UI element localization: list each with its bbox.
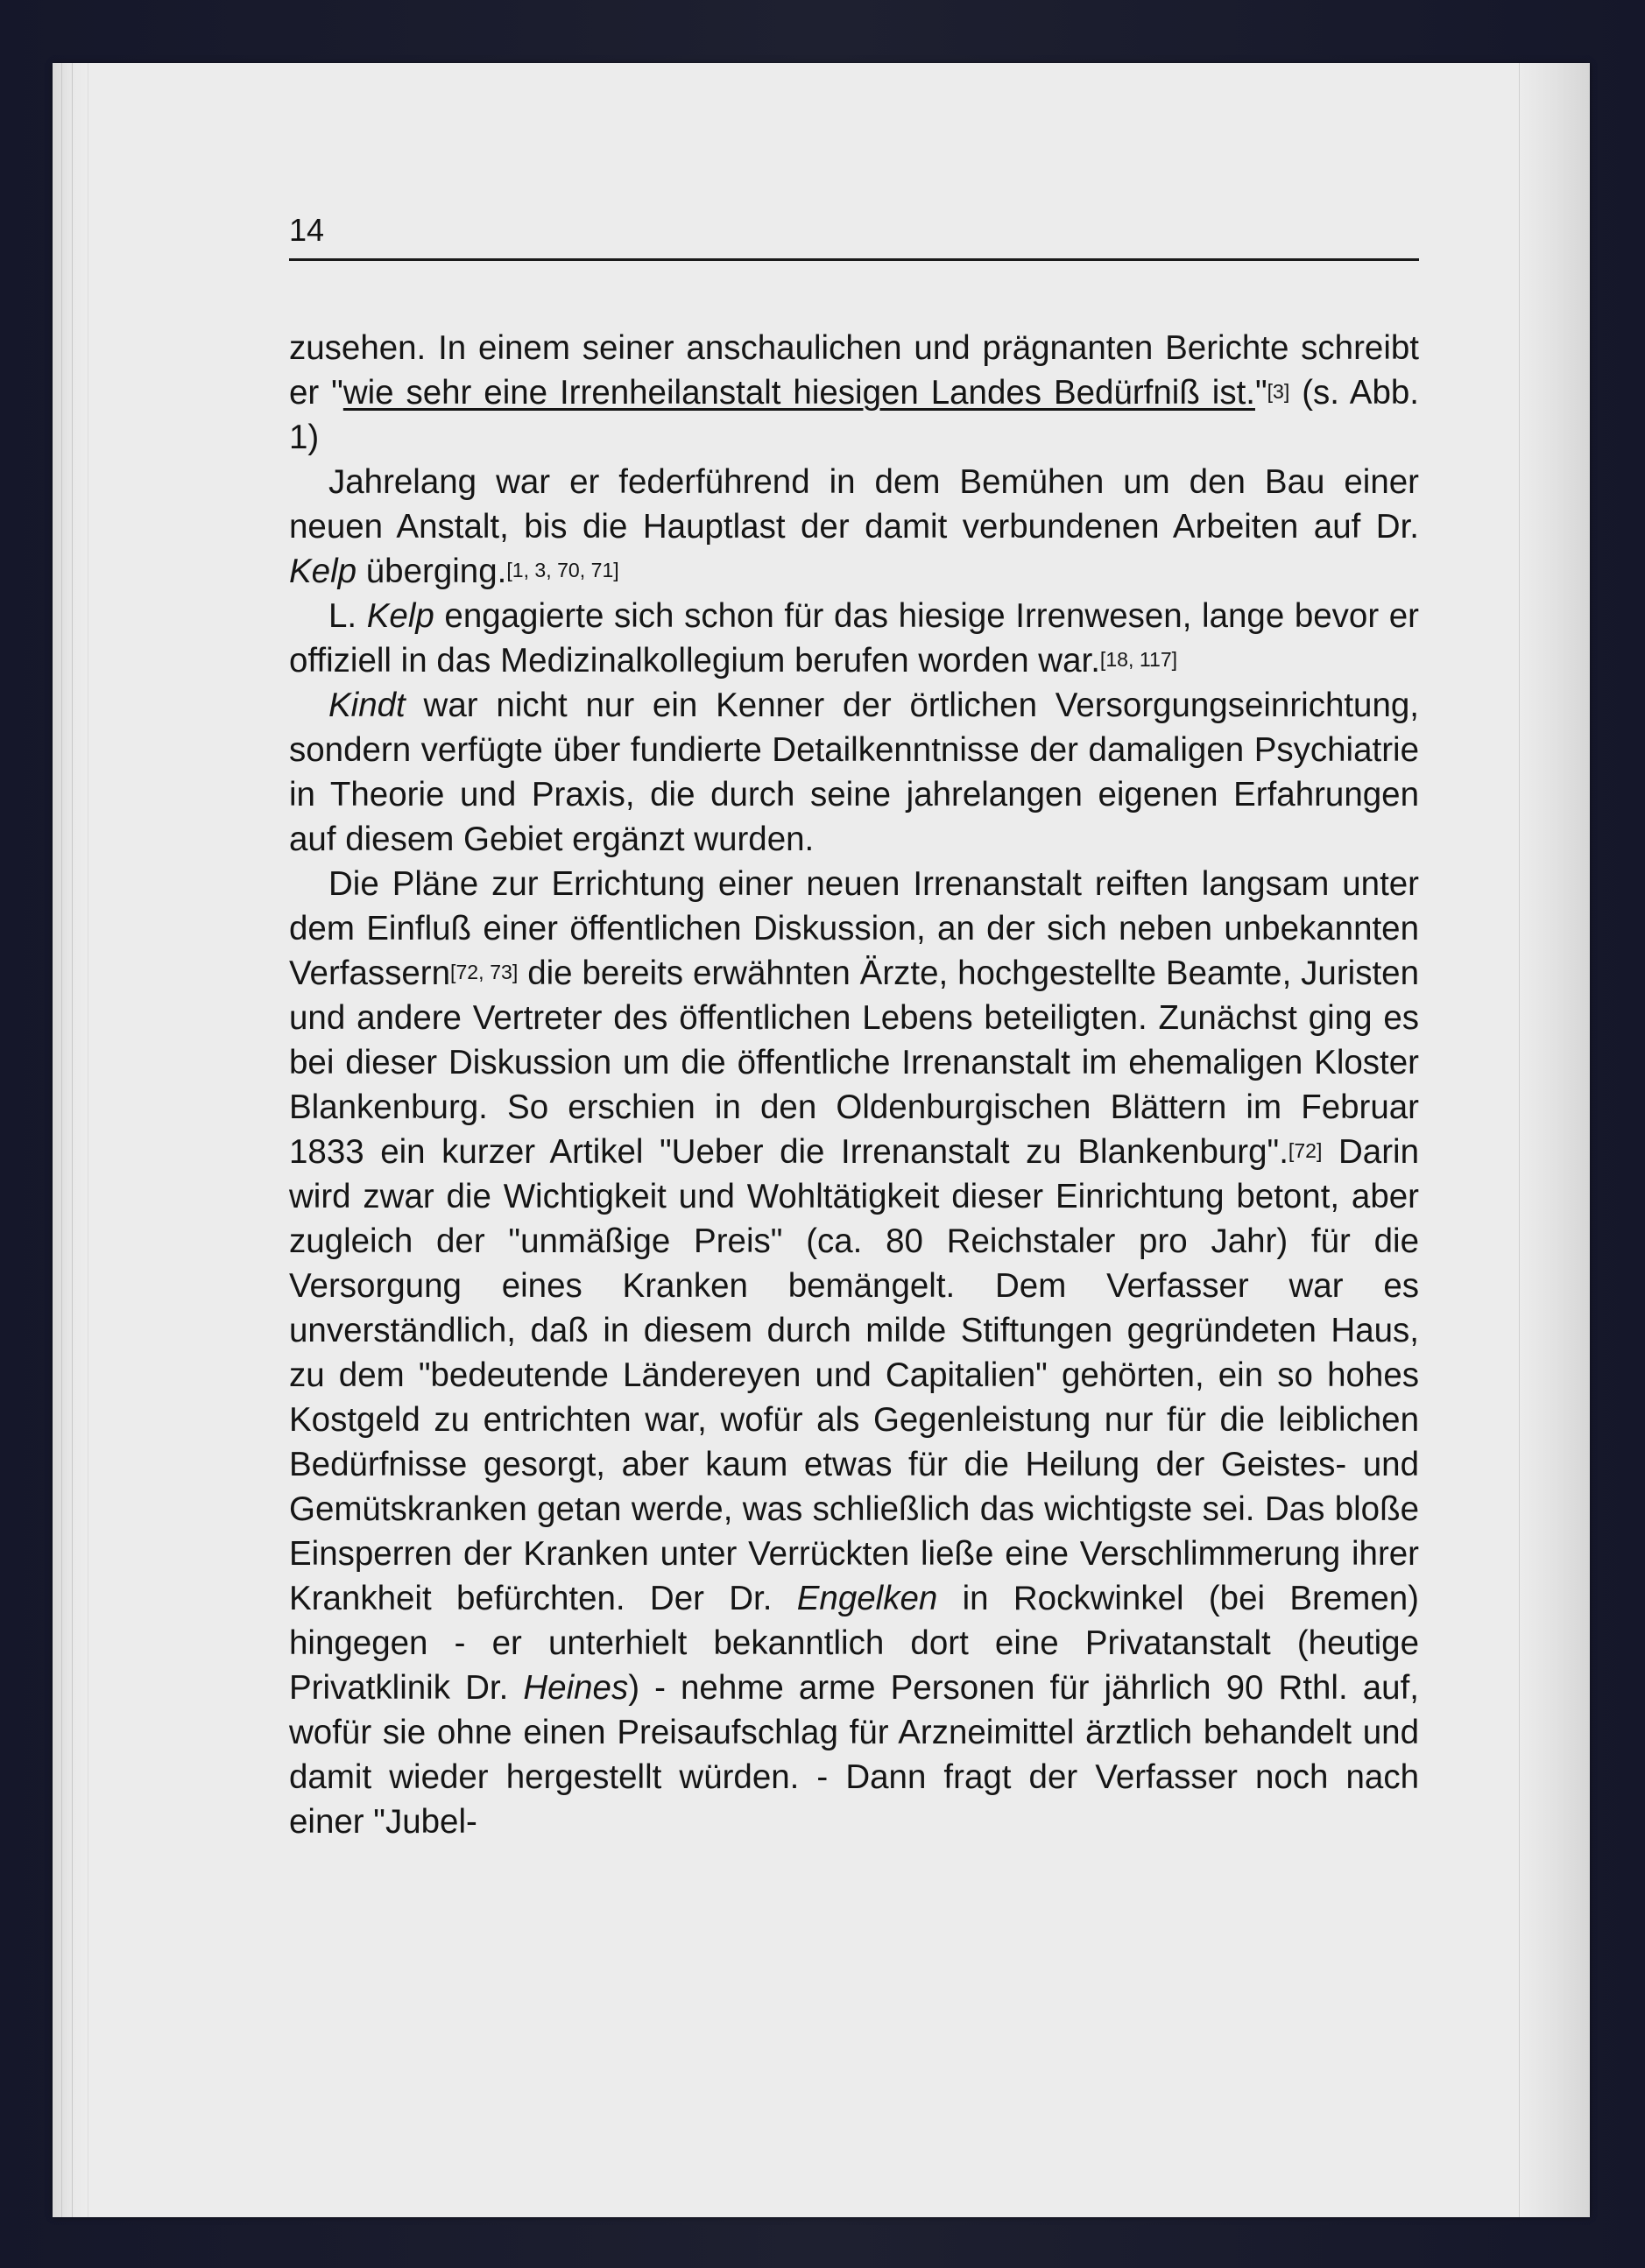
body-text xyxy=(289,326,1419,1844)
person-name: Kelp xyxy=(366,597,434,635)
paragraph-1: zusehen. In einem seiner anschaulichen und prägnanten Berichte schreibt er "wie sehr eine Irrenheilanstalt hiesigen Landes Bedürfniß ist."[3] (s. Abb. 1) xyxy=(289,329,1419,456)
reference-marker: [3] xyxy=(1267,380,1290,403)
paragraph-5: Die Pläne zur Errichtung einer neuen Irrenanstalt reiften langsam unter dem Einfluß einer öffentlichen Diskussion, an der sich neben unbekannten Verfassern[72, 73] die bereits erwähnten Ärzte, hochgestellte Beamte, Juristen und andere Vertreter des öffentlichen Lebens beteiligten. Zunächst ging es bei dieser Diskussion um die öffentliche Irrenanstalt im ehemaligen Kloster Blankenburg. So erschien in den Oldenburgischen Blättern im Februar 1833 ein kurzer Artikel "Ueber die Irrenanstalt zu Blankenburg".[72] Darin wird zwar die Wichtigkeit und Wohltätigkeit dieser Einrichtung betont, aber zugleich der "unmäßige Preis" (ca. 80 Reichstaler pro Jahr) für die Versorgung eines Kranken bemängelt. Dem Verfasser war es unverständlich, daß in diesem durch milde Stiftungen gegründeten Haus, zu dem "bedeutende Ländereyen und Capitalien" gehörten, ein so hohes Kostgeld zu entrichten war, wofür als Gegenleistung nur für die leiblichen Bedürfnisse gesorgt, aber kaum etwas für die Heilung der Geistes- und Gemütskranken getan werde, was schließlich das wichtigste sei. Das bloße Einsperren der Kranken unter Verrückten ließe eine Verschlimmerung ihrer Krankheit befürchten. Der Dr. Engelken in Rockwinkel (bei Bremen) hingegen - er unterhielt bekanntlich dort eine Privatanstalt (heutige Privatklinik Dr. Heines) - nehme arme Personen für jährlich 90 Rthl. auf, wofür sie ohne einen Preisaufschlag für Arzneimittel ärztlich behandelt und damit wieder hergestellt würden. - Dann fragt der Verfasser noch nach einer "Jubel- xyxy=(289,865,1419,1841)
book-page xyxy=(53,63,1590,2217)
paragraph-3: L. Kelp engagierte sich schon für das hiesige Irrenwesen, lange bevor er offiziell in das Medizinalkollegium berufen worden war.[18, 117] xyxy=(289,597,1420,680)
page-left-edge xyxy=(53,63,88,2217)
page-number: 14 xyxy=(289,212,325,248)
person-name: Kindt xyxy=(328,687,406,724)
reference-marker: [72, 73] xyxy=(450,961,519,983)
person-name: Kelp xyxy=(289,553,357,590)
underlined-quote: wie sehr eine Irrenheilanstalt hiesigen Landes Bedürfniß ist. xyxy=(342,374,1255,412)
person-name: Engelken xyxy=(796,1580,938,1617)
header-rule xyxy=(289,258,1419,261)
paragraph-4: Kindt war nicht nur ein Kenner der örtlichen Versorgungseinrichtung, sondern verfügte über fundierte Detailkenntnisse der damaligen Psychiatrie in Theorie und Praxis, die durch seine jahrelangen eigenen Erfahrungen auf diesem Gebiet ergänzt wurden. xyxy=(289,687,1419,858)
reference-marker: [1, 3, 70, 71] xyxy=(506,559,619,581)
page-right-edge xyxy=(1519,63,1590,2217)
reference-marker: [18, 117] xyxy=(1099,648,1178,671)
person-name: Heines xyxy=(523,1669,629,1707)
paragraph-2: Jahrelang war er federführend in dem Bemühen um den Bau einer neuen Anstalt, bis die Hauptlast der damit verbundenen Arbeiten auf Dr. Kelp überging.[1, 3, 70, 71] xyxy=(289,463,1419,590)
reference-marker: [72] xyxy=(1288,1139,1323,1162)
